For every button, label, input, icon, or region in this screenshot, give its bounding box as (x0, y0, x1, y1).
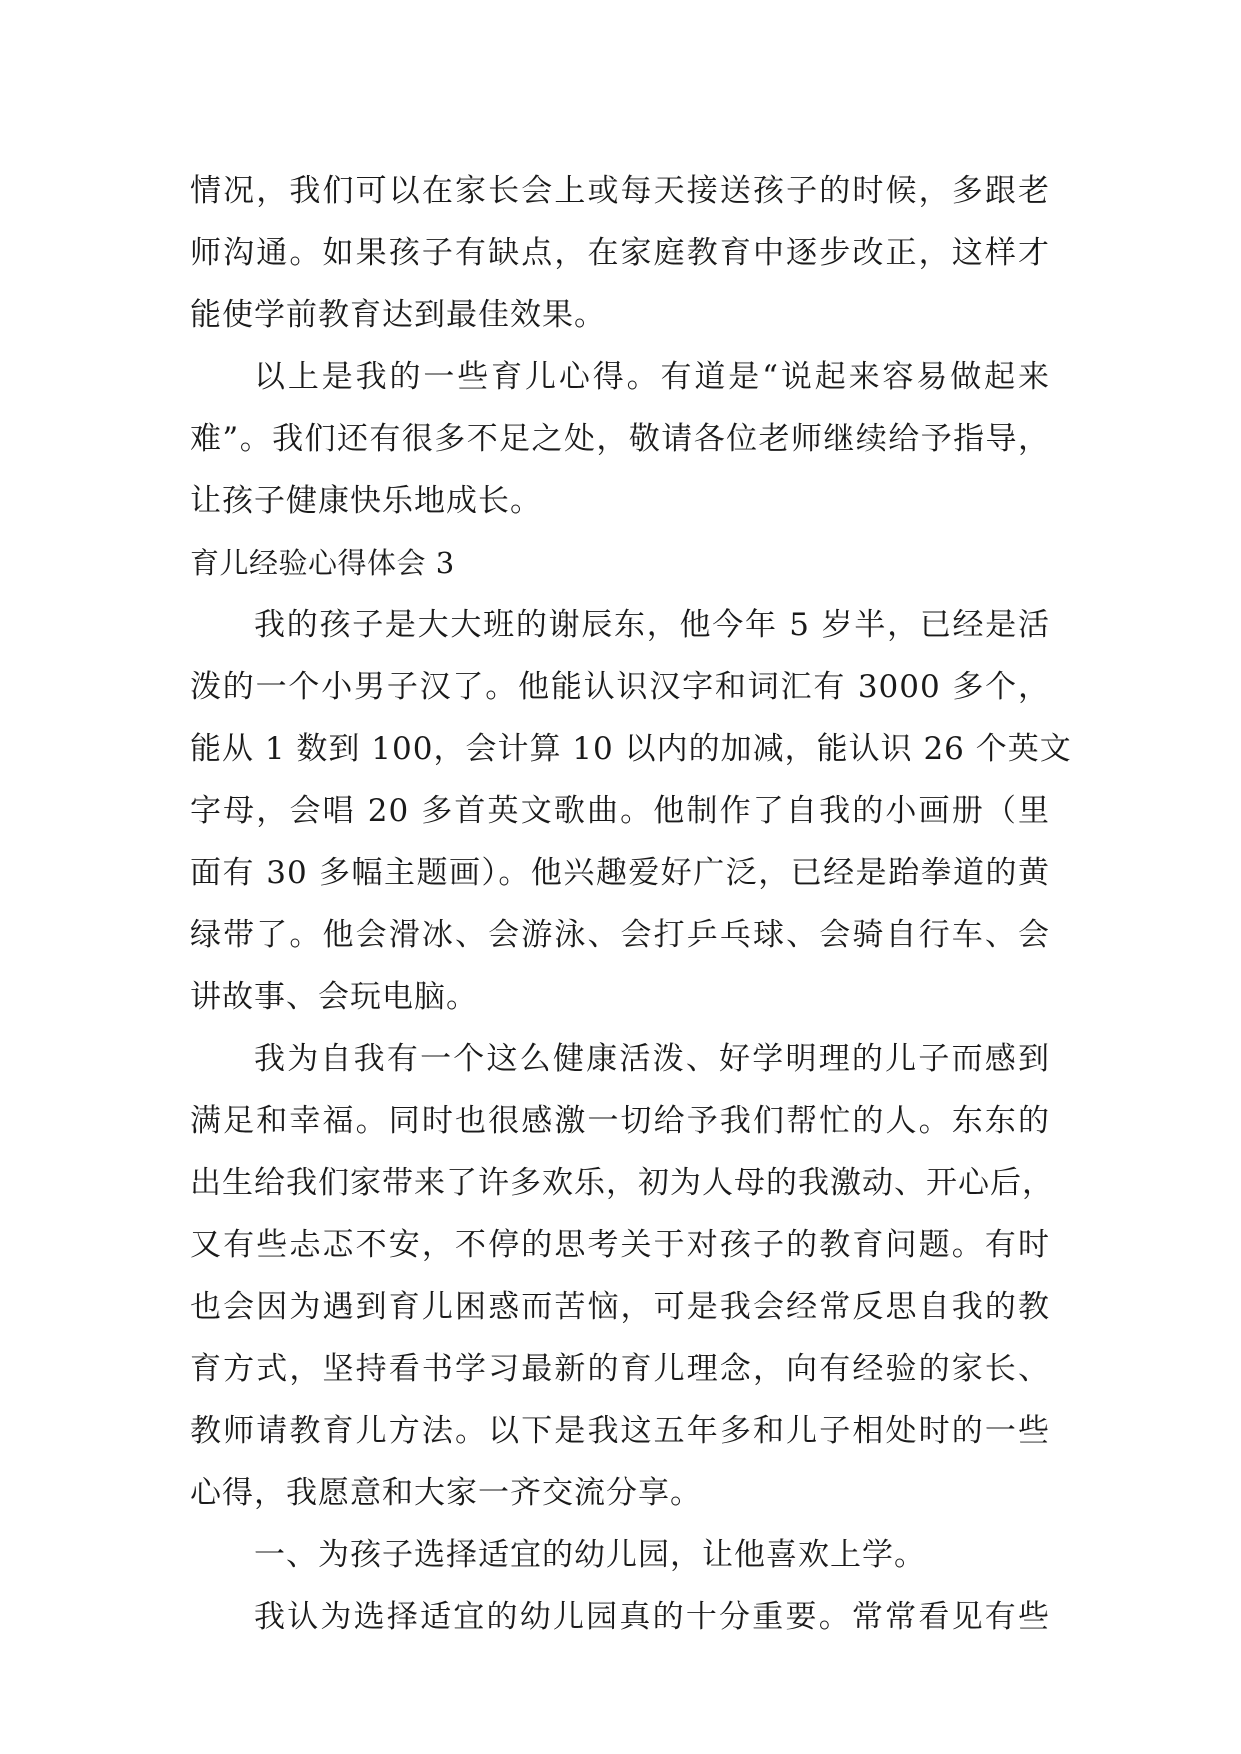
text-line: 能从 1 数到 100，会计算 10 以内的加减，能认识 26 个英文 (190, 731, 1072, 767)
text-line: 难”。我们还有很多不足之处，敬请各位老师继续给予指导， (190, 421, 1050, 457)
text-line: 师沟通。如果孩子有缺点，在家庭教育中逐步改正，这样才 (190, 235, 1050, 271)
text-line: 教师请教育儿方法。以下是我这五年多和儿子相处时的一些 (190, 1413, 1050, 1449)
paragraph-start-line: 我为自我有一个这么健康活泼、好学明理的儿子而感到 (254, 1041, 1050, 1077)
paragraph-start-line: 以上是我的一些育儿心得。有道是“说起来容易做起来 (254, 359, 1050, 395)
text-line: 让孩子健康快乐地成长。 (190, 483, 542, 519)
paragraph-start-line: 我的孩子是大大班的谢辰东，他今年 5 岁半，已经是活 (254, 607, 1050, 643)
text-line: 又有些忐忑不安，不停的思考关于对孩子的教育问题。有时 (190, 1227, 1050, 1263)
text-line: 泼的一个小男子汉了。他能认识汉字和词汇有 3000 多个， (190, 669, 1050, 705)
numbered-point-line: 一、为孩子选择适宜的幼儿园，让他喜欢上学。 (254, 1537, 926, 1573)
section-heading: 育儿经验心得体会 3 (190, 546, 455, 580)
text-line: 面有 30 多幅主题画）。他兴趣爱好广泛，已经是跆拳道的黄 (190, 855, 1050, 891)
text-line: 出生给我们家带来了许多欢乐，初为人母的我激动、开心后， (190, 1165, 1054, 1201)
text-line: 满足和幸福。同时也很感激一切给予我们帮忙的人。东东的 (190, 1103, 1050, 1139)
text-line: 心得，我愿意和大家一齐交流分享。 (190, 1475, 702, 1511)
text-line: 也会因为遇到育儿困惑而苦恼，可是我会经常反思自我的教 (190, 1289, 1050, 1325)
text-line: 讲故事、会玩电脑。 (190, 979, 478, 1015)
document-body (190, 160, 1072, 1648)
text-line: 字母，会唱 20 多首英文歌曲。他制作了自我的小画册（里 (190, 793, 1050, 829)
text-line: 能使学前教育达到最佳效果。 (190, 297, 606, 333)
text-line: 育方式，坚持看书学习最新的育儿理念，向有经验的家长、 (190, 1351, 1050, 1387)
paragraph-start-line: 我认为选择适宜的幼儿园真的十分重要。常常看见有些 (254, 1599, 1050, 1635)
text-line: 绿带了。他会滑冰、会游泳、会打乒乓球、会骑自行车、会 (190, 917, 1050, 953)
text-line: 情况，我们可以在家长会上或每天接送孩子的时候，多跟老 (190, 173, 1050, 209)
